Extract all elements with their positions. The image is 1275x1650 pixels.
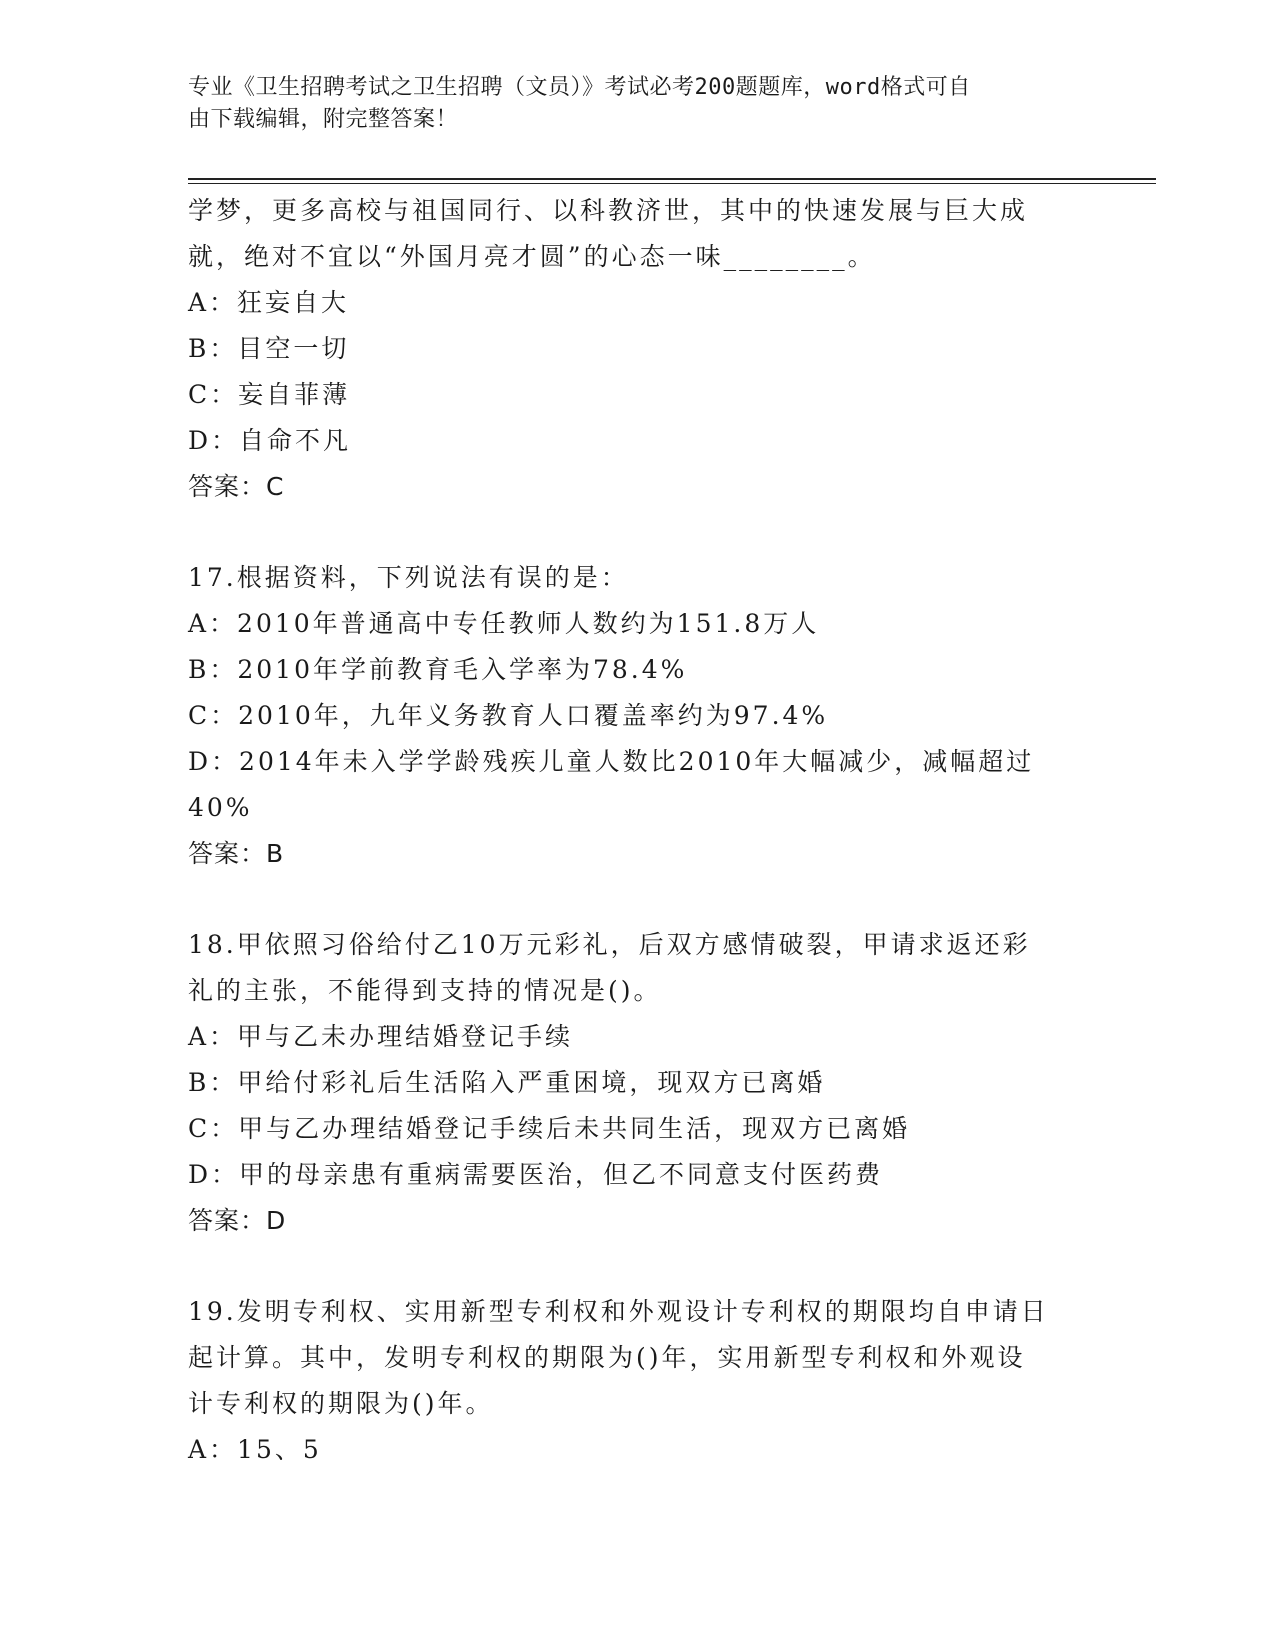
option-c: C：甲与乙办理结婚登记手续后未共同生活，现双方已离婚: [188, 1114, 911, 1143]
answer-label: 答案：D: [188, 1206, 287, 1235]
spacer: [188, 510, 1088, 555]
question-stem-line: 起计算。其中，发明专利权的期限为()年，实用新型专利权和外观设: [188, 1343, 1026, 1372]
page-header: [188, 72, 1068, 136]
question-stem: 17.根据资料，下列说法有误的是：: [188, 563, 629, 592]
question-16-tail: [188, 188, 1088, 510]
question-stem-line: 计专利权的期限为()年。: [188, 1389, 494, 1418]
header-divider: [188, 178, 1156, 184]
option-d: D：甲的母亲患有重病需要医治，但乙不同意支付医药费: [188, 1160, 884, 1189]
option-c: C：2010年，九年义务教育人口覆盖率约为97.4%: [188, 701, 829, 730]
option-d: D：自命不凡: [188, 426, 352, 455]
question-18: [188, 922, 1088, 1244]
option-b: B：甲给付彩礼后生活陷入严重困境，现双方已离婚: [188, 1068, 826, 1097]
question-19: [188, 1289, 1088, 1473]
question-stem-line: 18.甲依照习俗给付乙10万元彩礼，后双方感情破裂，甲请求返还彩: [188, 930, 1031, 959]
answer-label: 答案：C: [188, 472, 285, 501]
answer-label: 答案：B: [188, 839, 285, 868]
spacer: [188, 1244, 1088, 1289]
option-a: A：2010年普通高中专任教师人数约为151.8万人: [188, 609, 820, 638]
option-a: A：15、5: [188, 1435, 322, 1464]
option-d: D：2014年未入学学龄残疾儿童人数比2010年大幅减少，减幅超过: [188, 747, 1035, 776]
question-17: [188, 555, 1088, 877]
header-title-line2: 由下载编辑，附完整答案！: [188, 107, 459, 132]
option-d-continued: 40%: [188, 793, 253, 822]
document-body: [188, 188, 1088, 1473]
option-b: B：目空一切: [188, 334, 350, 363]
option-a: A：狂妄自大: [188, 288, 350, 317]
question-stem-line: 学梦，更多高校与祖国同行、以科教济世，其中的快速发展与巨大成: [188, 196, 1029, 225]
option-a: A：甲与乙未办理结婚登记手续: [188, 1022, 574, 1051]
option-c: C：妄自菲薄: [188, 380, 351, 409]
question-stem-line: 就，绝对不宜以“外国月亮才圆”的心态一味________。: [188, 242, 876, 271]
question-stem-line: 19.发明专利权、实用新型专利权和外观设计专利权的期限均自申请日: [188, 1297, 1049, 1326]
header-title-line1: 专业《卫生招聘考试之卫生招聘（文员）》考试必考200题题库，word格式可自: [188, 75, 971, 100]
question-stem-line: 礼的主张，不能得到支持的情况是()。: [188, 976, 662, 1005]
option-b: B：2010年学前教育毛入学率为78.4%: [188, 655, 688, 684]
spacer: [188, 877, 1088, 922]
